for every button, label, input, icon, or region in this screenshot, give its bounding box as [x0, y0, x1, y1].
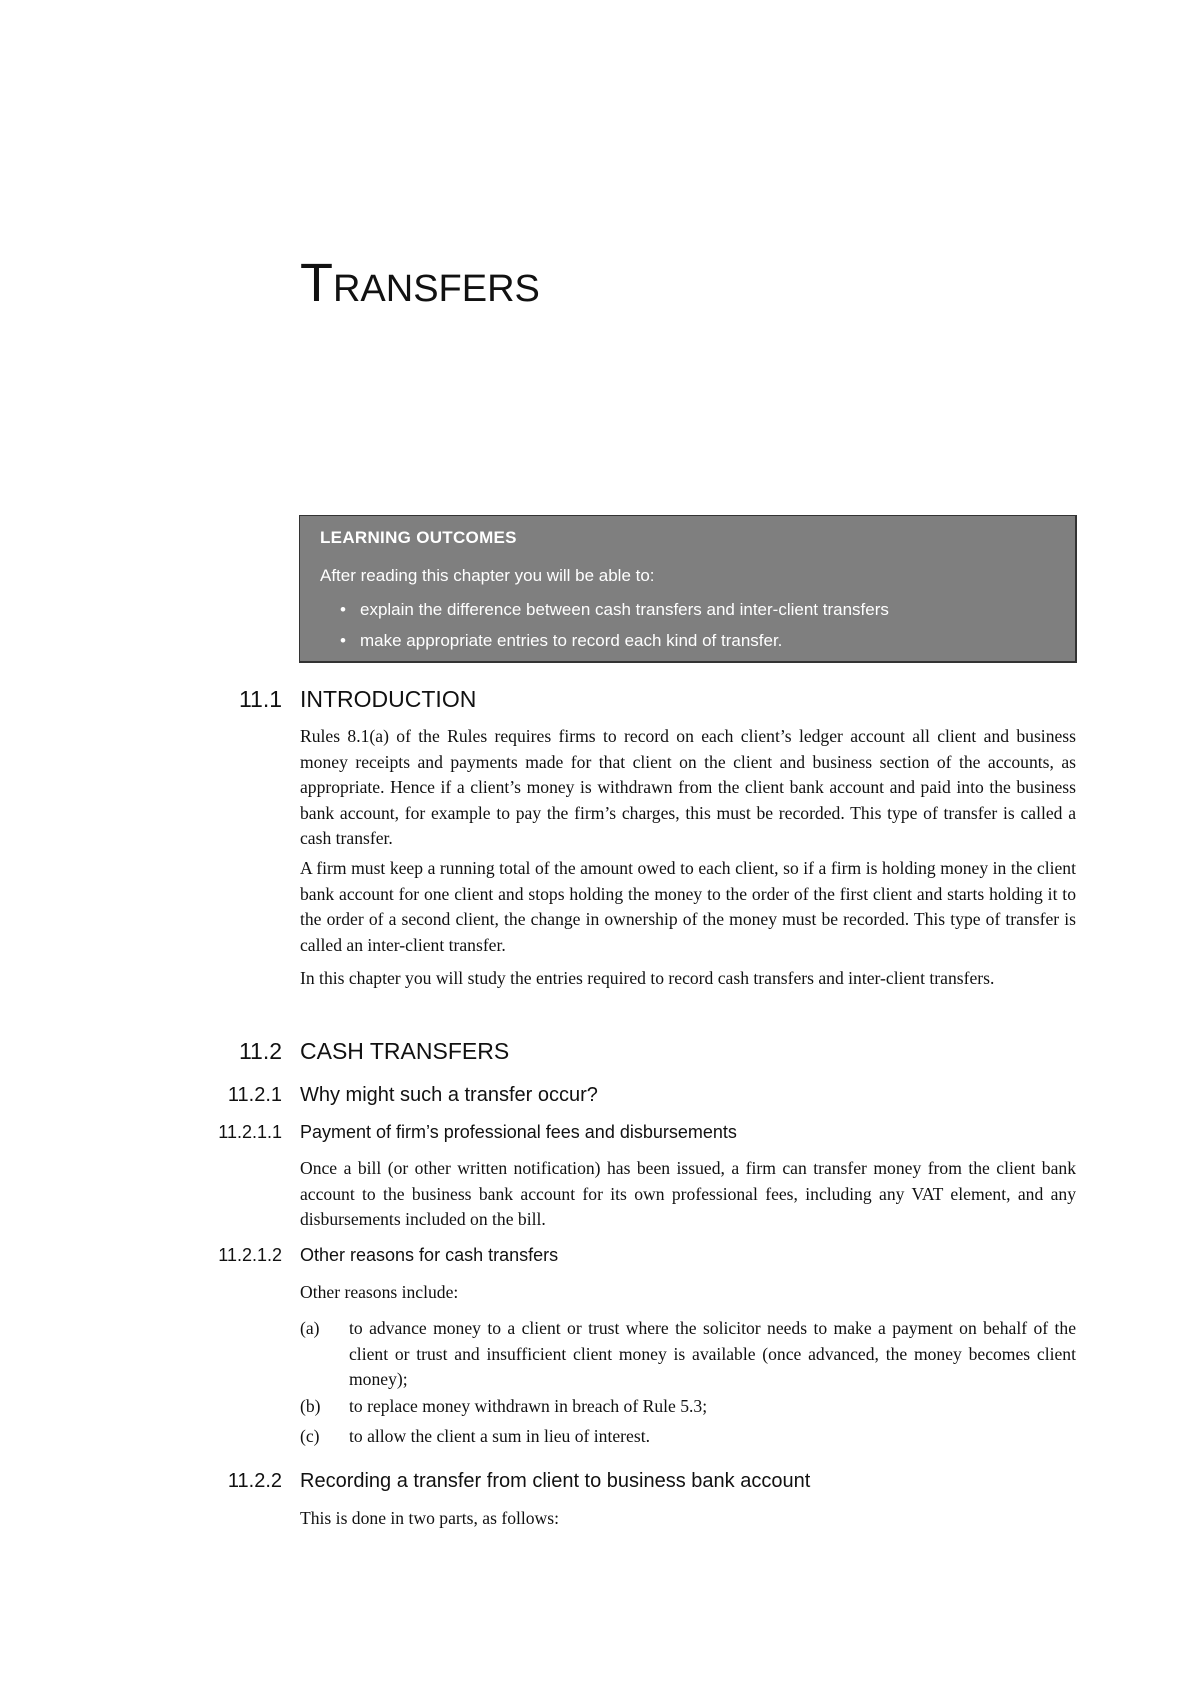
paragraph: A firm must keep a running total of the amount owed to each client, so if a firm is holding money in the client bank account for one client and stops holding the money to the order of the first client and starts holding it to the order of a second client, the change in ownership of the money must be recorded. This type of transfer is called an inter-client transfer.: [300, 858, 1076, 955]
section-heading-11-1: [200, 686, 1080, 716]
learning-outcomes-intro: After reading this chapter you will be able to:: [320, 566, 655, 585]
learning-outcomes-list: [320, 596, 889, 658]
section-number: 11.2.1.2: [218, 1245, 282, 1265]
section-title: Payment of firm’s professional fees and disbursements: [300, 1122, 737, 1142]
section-heading-11-2: [200, 1038, 1080, 1068]
learning-outcomes-title: LEARNING OUTCOMES: [320, 528, 517, 547]
section-number: 11.1: [238, 686, 282, 712]
subsection-heading-11-2-1: [200, 1084, 1080, 1112]
list-item: [300, 1424, 1076, 1450]
list-item: [300, 1316, 1076, 1394]
list-label: (c): [300, 1426, 320, 1446]
section-title: INTRODUCTION: [300, 686, 477, 712]
section-number: 11.2.2: [227, 1470, 282, 1492]
section-number: 11.2.1: [227, 1084, 282, 1106]
list-label: (a): [300, 1318, 320, 1338]
list-item: [300, 1394, 1076, 1420]
subsection-heading-11-2-1-1: [200, 1122, 1080, 1148]
list-label: (b): [300, 1396, 321, 1416]
outcome-text: make appropriate entries to record each kind of transfer.: [360, 631, 783, 650]
section-title: Recording a transfer from client to business bank account: [300, 1470, 811, 1492]
list-text: to advance money to a client or trust where the solicitor needs to make a payment on behalf of the client or trust and insufficient client money is available (once advanced, the money becomes client money);: [349, 1318, 1076, 1390]
bullet-icon: •: [340, 600, 346, 619]
outcome-text: explain the difference between cash transfers and inter-client transfers: [360, 600, 889, 619]
section-number: 11.2: [238, 1038, 282, 1064]
subsection-heading-11-2-1-2: [200, 1245, 1080, 1271]
section-title: CASH TRANSFERS: [300, 1038, 510, 1064]
list-item: [320, 627, 889, 658]
subsection-heading-11-2-2: [200, 1470, 1080, 1498]
section-title: Why might such a transfer occur?: [300, 1084, 598, 1106]
paragraph: Other reasons include:: [300, 1282, 459, 1302]
section-title: Other reasons for cash transfers: [300, 1245, 559, 1265]
list-item: [320, 596, 889, 627]
chapter-title: Transfers: [300, 253, 540, 313]
paragraph: Once a bill (or other written notification) has been issued, a firm can transfer money from the client bank account to the business bank account for its own professional fees, including any VAT element, and any disbursements included on the bill.: [300, 1158, 1076, 1230]
paragraph: In this chapter you will study the entries required to record cash transfers and inter-client transfers.: [300, 968, 995, 988]
bullet-icon: •: [340, 631, 346, 650]
paragraph: This is done in two parts, as follows:: [300, 1508, 560, 1528]
paragraph: Rules 8.1(a) of the Rules requires firms to record on each client’s ledger account all client and business money receipts and payments made for that client on the client and business section of the accounts, as appropriate. Hence if a client’s money is withdrawn from the client bank account and paid into the business bank account, for example to pay the firm’s charges, this must be recorded. This type of transfer is called a cash transfer.: [300, 726, 1076, 849]
learning-outcomes-box: [299, 515, 1077, 663]
section-number: 11.2.1.1: [218, 1122, 282, 1142]
list-text: to replace money withdrawn in breach of Rule 5.3;: [349, 1396, 708, 1416]
list-text: to allow the client a sum in lieu of interest.: [349, 1426, 650, 1446]
